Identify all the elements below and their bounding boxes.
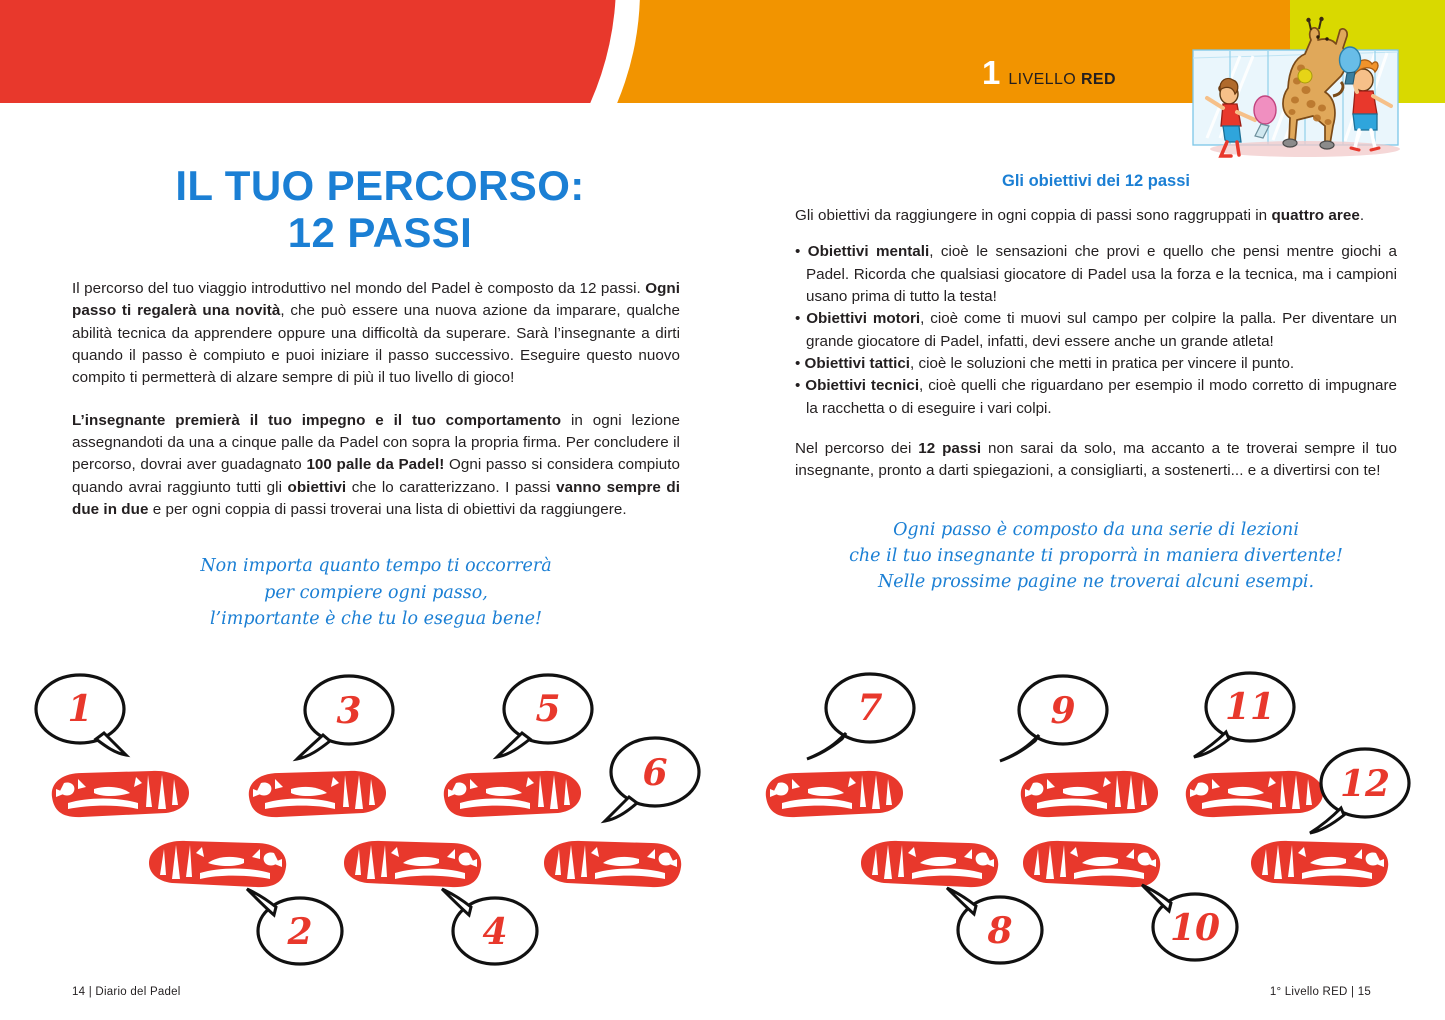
footer-left: 14 | Diario del Padel bbox=[72, 986, 181, 998]
footprint-step-5 bbox=[444, 771, 581, 817]
paragraph-rewards-b1: L’insegnante premierà il tuo impegno e il tuo comportamento bbox=[72, 411, 562, 429]
right-column-body bbox=[795, 172, 1397, 596]
paragraph-rewards-t3: che lo caratterizzano. I passi bbox=[346, 478, 557, 496]
handwritten-right-line-2: che il tuo insegnante ti proporrà in maniera divertente! bbox=[849, 546, 1343, 567]
paragraph-rewards bbox=[72, 410, 680, 522]
list-item bbox=[795, 241, 1397, 308]
step-number-12: 12 bbox=[1339, 763, 1391, 805]
paragraph-objectives-intro bbox=[795, 205, 1397, 227]
handwritten-left-line-3: l’importante è che tu lo esegua bene! bbox=[210, 608, 542, 629]
closing-t1: Nel percorso dei bbox=[795, 440, 919, 458]
level-badge bbox=[982, 56, 1116, 89]
paragraph-intro-part2: , che può essere una nuova azione da imparare, qualche abilità tecnica da apprendere oppure una difficoltà da superare. Sarà l’insegnante a dirti quando il passo è compiuto e puoi iniziare il passo successivo. Eseguire questo nuovo compito ti permetterà di alzare sempre di più il tuo livello di gioco! bbox=[72, 302, 680, 387]
list-item-title: Obiettivi motori bbox=[806, 310, 921, 328]
left-column-body bbox=[72, 278, 680, 632]
closing-bold: 12 passi bbox=[918, 440, 982, 458]
list-item bbox=[795, 353, 1397, 375]
list-item-title: Obiettivi tecnici bbox=[805, 377, 920, 395]
closing-t2: non sarai da solo, ma accanto a te troverai sempre il tuo insegnante, pronto a darti spiegazioni, a consigliarti, a sostenerti... e a divertirsi con te! bbox=[795, 440, 1397, 480]
level-label-bold: RED bbox=[1080, 71, 1116, 88]
objectives-intro-t2: . bbox=[1359, 207, 1365, 224]
objectives-intro-t1: Gli obiettivi da raggiungere in ogni coppia di passi sono raggruppati in bbox=[795, 207, 1272, 224]
footprint-step-1 bbox=[52, 771, 189, 817]
footprint-step-12 bbox=[1251, 841, 1388, 887]
step-number-10: 10 bbox=[1169, 907, 1221, 949]
step-number-7: 7 bbox=[857, 687, 883, 729]
step-number-1: 1 bbox=[67, 688, 93, 730]
handwritten-left-line-1: Non importa quanto tempo ti occorrerà bbox=[200, 556, 552, 577]
section-subtitle: Gli obiettivi dei 12 passi bbox=[1002, 172, 1190, 190]
step-number-3: 3 bbox=[336, 690, 362, 732]
step-number-9: 9 bbox=[1050, 690, 1076, 732]
title-line-1: IL TUO PERCORSO: bbox=[175, 162, 585, 209]
footer-right: 1° Livello RED | 15 bbox=[1269, 986, 1371, 998]
level-label-regular: LIVELLO bbox=[1008, 71, 1077, 88]
twelve-steps-footprint-diagram bbox=[0, 655, 1445, 975]
footprint-step-9 bbox=[1021, 771, 1158, 817]
step-number-11: 11 bbox=[1224, 686, 1276, 728]
paragraph-rewards-b3: obiettivi bbox=[287, 478, 347, 496]
list-item-title: Obiettivi mentali bbox=[807, 243, 930, 261]
header-band-red-curve bbox=[0, 0, 616, 103]
step-number-8: 8 bbox=[987, 910, 1013, 952]
list-item-text: , cioè quelli che riguardano per esempio il modo corretto di impugnare la racchetta o di eseguire i vari colpi. bbox=[806, 377, 1397, 417]
level-number: 1 bbox=[982, 54, 1000, 91]
list-item-text: , cioè come ti muovi sul campo per colpire la palla. Per diventare un grande giocatore di Padel, infatti, devi essere anche un grande atleta! bbox=[806, 310, 1397, 350]
paragraph-rewards-t2: Ogni passo si considera compiuto quando avrai raggiunto tutti gli bbox=[72, 456, 680, 496]
padel-ball bbox=[1298, 69, 1312, 83]
list-item bbox=[795, 375, 1397, 420]
paragraph-rewards-b2: 100 palle da Padel! bbox=[306, 456, 445, 474]
handwritten-note-left bbox=[72, 553, 680, 632]
step-number-4: 4 bbox=[482, 911, 508, 953]
step-number-6: 6 bbox=[642, 752, 668, 794]
footprint-step-8 bbox=[861, 841, 998, 887]
list-item-text: , cioè le soluzioni che metti in pratica per vincere il punto. bbox=[910, 355, 1295, 373]
footprint-step-7 bbox=[766, 771, 903, 817]
step-number-5: 5 bbox=[535, 688, 561, 730]
footprint-step-4 bbox=[344, 841, 481, 887]
list-item bbox=[795, 308, 1397, 353]
footprint-step-2 bbox=[149, 841, 286, 887]
footprint-step-6 bbox=[544, 841, 681, 887]
page-title bbox=[100, 162, 660, 256]
paragraph-rewards-t4: e per ogni coppia di passi troverai una lista di obiettivi da raggiungere. bbox=[148, 501, 627, 519]
objectives-list bbox=[795, 241, 1397, 420]
giraffe-padel-illustration bbox=[1185, 8, 1430, 168]
list-item-title: Obiettivi tattici bbox=[804, 355, 911, 373]
handwritten-note-right bbox=[795, 517, 1397, 596]
list-item-text: , cioè le sensazioni che provi e quello che pensi mentre giochi a Padel. Ricorda che qualsiasi giocatore di Padel usa la forza e la tecnica, ma i campioni usano prima di tutto la testa! bbox=[806, 243, 1397, 306]
title-line-2: 12 PASSI bbox=[287, 209, 473, 257]
paragraph-rewards-t1: in ogni lezione assegnandoti da una a cinque palle da Padel con sopra la propria firma. Per concludere il percorso, dovrai aver guadagnato bbox=[72, 411, 680, 474]
footprint-step-3 bbox=[249, 771, 386, 817]
paragraph-rewards-b4: vanno sempre di due in due bbox=[72, 478, 680, 519]
paragraph-intro-part1: Il percorso del tuo viaggio introduttivo nel mondo del Padel è composto da 12 passi. bbox=[72, 280, 646, 297]
objectives-intro-bold: quattro aree bbox=[1271, 207, 1360, 224]
step-number-2: 2 bbox=[287, 911, 313, 953]
handwritten-right-line-3: Nelle prossime pagine ne troverai alcuni esempi. bbox=[877, 572, 1315, 593]
handwritten-right-line-1: Ogni passo è composto da una serie di lezioni bbox=[893, 519, 1299, 540]
handwritten-left-line-2: per compiere ogni passo, bbox=[264, 582, 488, 603]
level-label bbox=[1008, 72, 1116, 88]
paragraph-intro-bold: Ogni passo ti regalerà una novità bbox=[72, 280, 680, 320]
footprint-step-11 bbox=[1186, 771, 1323, 817]
footprint-step-10 bbox=[1023, 841, 1160, 887]
paragraph-intro bbox=[72, 278, 680, 390]
paragraph-closing bbox=[795, 438, 1397, 483]
